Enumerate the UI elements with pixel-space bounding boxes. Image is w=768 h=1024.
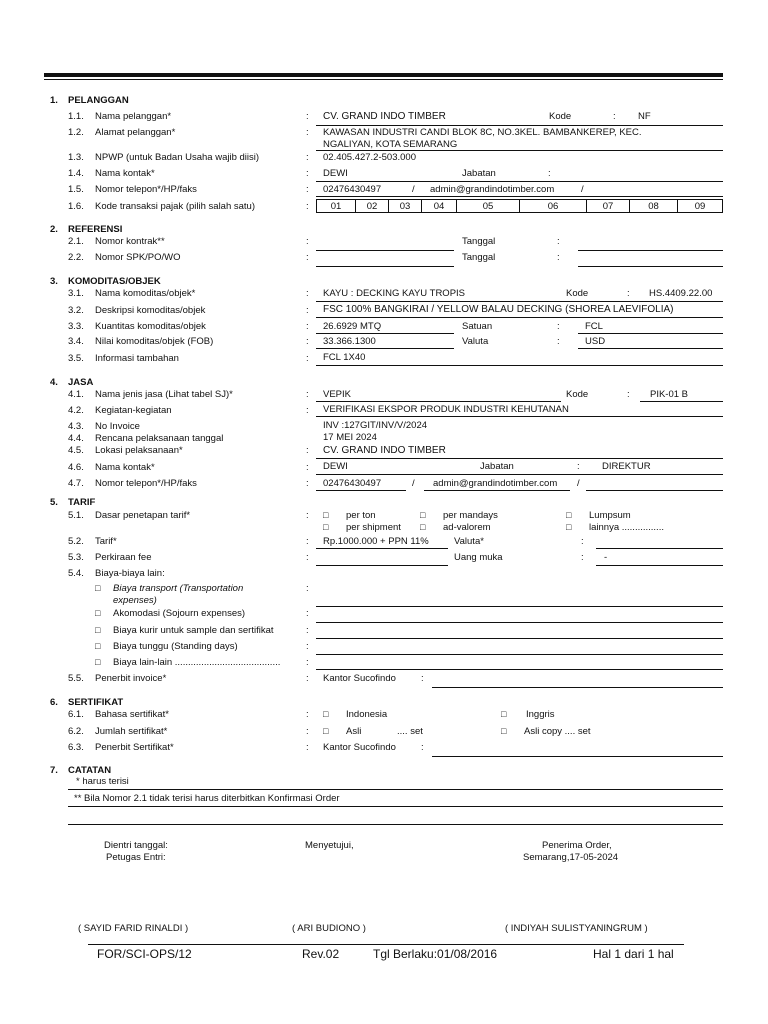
jabatan-label: Jabatan (462, 168, 496, 179)
transport-label: Biaya transport (Transportation (113, 583, 244, 594)
tax-code-cell[interactable]: 07 (586, 199, 630, 213)
field-label: Penerbit invoice* (95, 673, 167, 684)
field-label: Nama kontak* (95, 462, 155, 473)
underline (316, 196, 723, 197)
colon: : (557, 252, 560, 263)
underline (596, 565, 723, 566)
field-label: No Invoice (95, 421, 140, 432)
jabatan-value[interactable]: DIREKTUR (602, 461, 651, 472)
notes-line[interactable] (68, 824, 723, 825)
signer-name-3: ( INDIYAH SULISTYANINGRUM ) (505, 923, 648, 934)
spk-date-field[interactable] (578, 266, 723, 267)
transport-label-cont: expenses) (113, 595, 157, 606)
tax-code-cell[interactable]: 09 (677, 199, 723, 213)
row-number: 3.1. (68, 288, 84, 299)
row-number: 5.5. (68, 673, 84, 684)
colon: : (306, 552, 309, 563)
field-label: Rencana pelaksanaan tanggal (95, 433, 224, 444)
spk-number-field[interactable] (316, 266, 454, 267)
separator: / (577, 478, 580, 489)
colon: : (306, 405, 309, 416)
contact-name-value[interactable]: DEWI (323, 168, 348, 179)
tax-code-cell[interactable]: 06 (519, 199, 587, 213)
row-number: 6.3. (68, 742, 84, 753)
underline (316, 416, 723, 417)
approval-label: Menyetujui, (305, 840, 354, 851)
transport-field[interactable] (316, 606, 723, 607)
colon: : (577, 461, 580, 472)
row-number: 1.3. (68, 152, 84, 163)
colon: : (306, 478, 309, 489)
checkbox-kurir[interactable]: □ (95, 625, 101, 635)
field-label: Deskripsi komoditas/objek (95, 305, 206, 316)
kurir-label: Biaya kurir untuk sample dan sertifikat (113, 625, 274, 636)
row-number: 5.1. (68, 510, 84, 521)
underline (316, 365, 723, 366)
address-line-2[interactable]: NGALIYAN, KOTA SEMARANG (323, 139, 458, 150)
underline (316, 181, 723, 182)
hs-code-value[interactable]: HS.4409.22.00 (649, 288, 713, 299)
option-label: lainnya ................ (589, 522, 664, 533)
field-label: NPWP (untuk Badan Usaha wajib diisi) (95, 152, 260, 163)
note-contract: ** Bila Nomor 2.1 tidak terisi harus diterbitkan Konfirmasi Order (74, 793, 340, 804)
separator: / (412, 478, 415, 489)
tunggu-label: Biaya tunggu (Standing days) (113, 641, 238, 652)
kode-value[interactable]: NF (638, 111, 651, 122)
tax-code-cell[interactable]: 02 (355, 199, 389, 213)
tax-code-cell[interactable]: 04 (421, 199, 457, 213)
row-number: 4.1. (68, 389, 84, 400)
option-label: per mandays (443, 510, 498, 521)
colon: : (306, 657, 309, 668)
row-number: 5.3. (68, 552, 84, 563)
customer-name-value[interactable]: CV. GRAND INDO TIMBER (323, 111, 446, 122)
underline (578, 333, 723, 334)
section-4-title: JASA (68, 377, 94, 388)
field-label: Nama kontak* (95, 168, 155, 179)
option-label: per shipment (346, 522, 401, 533)
phone-value[interactable]: 02476430497 (323, 184, 382, 195)
satuan-value[interactable]: FCL (585, 321, 603, 332)
tax-code-cell[interactable]: 01 (316, 199, 356, 213)
section-6-title: SERTIFIKAT (68, 697, 124, 708)
tunggu-field[interactable] (316, 654, 723, 655)
address-line-1[interactable]: KAWASAN INDUSTRI CANDI BLOK 8C, NO.3KEL. BAMBANKEREP, KEC. (323, 127, 642, 138)
field-label: Penerbit Sertifikat* (95, 742, 174, 753)
option-label: Asli copy .... set (524, 726, 591, 737)
row-number: 1.4. (68, 168, 84, 179)
tax-code-cell[interactable]: 05 (456, 199, 520, 213)
section-2-number: 2. (50, 224, 58, 235)
colon: : (306, 152, 309, 163)
option-label: per ton (346, 510, 376, 521)
section-5-title: TARIF (68, 497, 96, 508)
row-number: 1.2. (68, 127, 84, 138)
checkbox-tunggu[interactable]: □ (95, 641, 101, 651)
row-number: 1.6. (68, 201, 84, 212)
row-number: 4.6. (68, 462, 84, 473)
section-7-number: 7. (50, 765, 58, 776)
checkbox-ad-valorem[interactable]: □ (420, 522, 426, 532)
email-value[interactable]: admin@grandindotimber.com (430, 184, 555, 195)
checkbox-per-ton[interactable]: □ (323, 510, 329, 520)
colon: : (581, 552, 584, 563)
underline (316, 125, 723, 126)
kode-label: Kode (549, 111, 572, 122)
colon: : (627, 389, 630, 400)
tax-code-cell[interactable]: 03 (388, 199, 422, 213)
option-label: Indonesia (346, 709, 388, 720)
footer-rule (88, 944, 684, 945)
uang-muka-label: Uang muka (454, 552, 503, 563)
field-label: Nama jenis jasa (Lihat tabel SJ)* (95, 389, 233, 400)
colon: : (306, 608, 309, 619)
notes-line (68, 789, 723, 790)
colon: : (306, 742, 309, 753)
section-1-number: 1. (50, 95, 58, 106)
separator: / (412, 184, 415, 195)
colon: : (306, 389, 309, 400)
colon: : (306, 184, 309, 195)
colon: : (581, 536, 584, 547)
field-label: Nomor telepon*/HP/faks (95, 478, 197, 489)
field-label: Alamat pelanggan* (95, 127, 176, 138)
option-label: .... set (397, 726, 423, 737)
colon: : (306, 445, 309, 456)
checkbox-per-mandays[interactable]: □ (420, 510, 426, 520)
section-6-number: 6. (50, 697, 58, 708)
contract-number-field[interactable] (316, 250, 454, 251)
underline (316, 490, 406, 491)
planned-date-value[interactable]: 17 MEI 2024 (323, 432, 377, 443)
colon: : (306, 288, 309, 299)
field-label: Bahasa sertifikat* (95, 709, 169, 720)
option-label: ad-valorem (443, 522, 491, 533)
section-7-title: CATATAN (68, 765, 112, 776)
colon: : (421, 742, 424, 753)
row-number: 6.1. (68, 709, 84, 720)
checkbox-indonesia[interactable]: □ (323, 709, 329, 719)
underline (316, 401, 561, 402)
activities-value[interactable]: VERIFIKASI EKSPOR PRODUK INDUSTRI KEHUTANAN (323, 404, 569, 415)
checkbox-lumpsum[interactable]: □ (566, 510, 572, 520)
top-thin-rule (44, 79, 723, 80)
underline (316, 317, 723, 318)
order-receiver-label: Penerima Order, (542, 840, 612, 851)
field-label: Tarif* (95, 536, 117, 547)
colon: : (306, 536, 309, 547)
section-5-number: 5. (50, 497, 58, 508)
row-number: 5.2. (68, 536, 84, 547)
underline (316, 474, 723, 475)
akomodasi-label: Akomodasi (Sojourn expenses) (113, 608, 246, 619)
colon: : (627, 288, 630, 299)
fob-value[interactable]: 33.366.1300 (323, 336, 376, 347)
underline (316, 348, 454, 349)
colon: : (306, 641, 309, 652)
field-label: Lokasi pelaksanaan* (95, 445, 183, 456)
signer-name-2: ( ARI BUDIONO ) (292, 923, 366, 934)
jabatan-label: Jabatan (480, 461, 514, 472)
colon: : (306, 462, 309, 473)
fee-estimate-field[interactable] (316, 565, 448, 566)
option-label: Asli (346, 726, 362, 737)
colon: : (306, 252, 309, 263)
contact-name-value[interactable]: DEWI (323, 461, 348, 472)
field-label: Kuantitas komoditas/objek (95, 321, 206, 332)
colon: : (306, 168, 309, 179)
row-number: 4.7. (68, 478, 84, 489)
field-label: Kode transaksi pajak (pilih salah satu) (95, 201, 256, 212)
row-number: 3.5. (68, 353, 84, 364)
field-label: Nomor telepon*/HP/faks (95, 184, 197, 195)
section-2-title: REFERENSI (68, 224, 123, 235)
underline (316, 150, 723, 151)
field-label: Nilai komoditas/objek (FOB) (95, 336, 214, 347)
location-value[interactable]: CV. GRAND INDO TIMBER (323, 445, 446, 456)
row-number: 4.5. (68, 445, 84, 456)
top-thick-rule (44, 73, 723, 77)
lain-lain-label: Biaya lain-lain ........................................ (113, 657, 281, 668)
colon: : (306, 127, 309, 138)
entry-officer-label: Petugas Entri: (106, 852, 166, 863)
row-number: 3.4. (68, 336, 84, 347)
underline (316, 333, 454, 334)
valuta-label: Valuta (462, 336, 489, 347)
satuan-label: Satuan (462, 321, 493, 332)
phone-value[interactable]: 02476430497 (323, 478, 382, 489)
valuta-value[interactable]: USD (585, 336, 606, 347)
tax-code-cell[interactable]: 08 (629, 199, 678, 213)
contract-date-field[interactable] (578, 250, 723, 251)
email-value[interactable]: admin@grandindotimber.com (433, 478, 558, 489)
section-1-title: PELANGGAN (68, 95, 129, 106)
field-label: Jumlah sertifikat* (95, 726, 168, 737)
service-type-value[interactable]: VEPIK (323, 389, 351, 400)
colon: : (306, 353, 309, 364)
underline (316, 548, 448, 549)
colon: : (306, 305, 309, 316)
field-label: Nama komoditas/objek* (95, 288, 196, 299)
kode-label: Kode (566, 389, 589, 400)
field-label: Informasi tambahan (95, 353, 179, 364)
checkbox-transport[interactable]: □ (95, 583, 101, 593)
invoice-issuer-value[interactable]: Kantor Sucofindo (323, 673, 396, 684)
underline (424, 490, 570, 491)
colon: : (306, 510, 309, 521)
colon: : (306, 201, 309, 212)
checkbox-asli[interactable]: □ (323, 726, 329, 736)
row-number: 1.5. (68, 184, 84, 195)
commodity-name-value[interactable]: KAYU : DECKING KAYU TROPIS (323, 288, 466, 299)
checkbox-inggris[interactable]: □ (501, 709, 507, 719)
colon: : (548, 168, 551, 179)
colon: : (306, 336, 309, 347)
colon: : (306, 111, 309, 122)
underline (586, 490, 723, 491)
section-3-number: 3. (50, 276, 58, 287)
colon: : (306, 625, 309, 636)
tariff-value[interactable]: Rp.1000.000 + PPN 11% (323, 536, 429, 547)
separator: / (581, 184, 584, 195)
akomodasi-field[interactable] (316, 622, 723, 623)
field-label: Dasar penetapan tarif* (95, 510, 191, 521)
form-code: FOR/SCI-OPS/12 (97, 947, 192, 961)
row-number: 4.3. (68, 421, 84, 432)
colon: : (557, 336, 560, 347)
option-label: Inggris (526, 709, 555, 720)
field-label: Nomor SPK/PO/WO (95, 252, 181, 263)
row-number: 3.2. (68, 305, 84, 316)
section-3-title: KOMODITAS/OBJEK (68, 276, 161, 287)
row-number: 4.2. (68, 405, 84, 416)
row-number: 3.3. (68, 321, 84, 332)
colon: : (306, 321, 309, 332)
field-label: Nama pelanggan* (95, 111, 172, 122)
kurir-field[interactable] (316, 638, 723, 639)
checkbox-lainnya[interactable]: □ (566, 522, 572, 532)
option-label: Lumpsum (589, 510, 631, 521)
row-number: 4.4. (68, 433, 84, 444)
invoice-issuer-field[interactable] (432, 687, 723, 688)
uang-muka-value[interactable]: - (604, 552, 608, 563)
cert-issuer-field[interactable] (432, 756, 723, 757)
field-label: Kegiatan-kegiatan (95, 405, 172, 416)
cert-issuer-value[interactable]: Kantor Sucofindo (323, 742, 396, 753)
field-label: Perkiraan fee (95, 552, 152, 563)
colon: : (306, 673, 309, 684)
row-number: 5.4. (68, 568, 84, 579)
section-4-number: 4. (50, 377, 58, 388)
underline (578, 348, 723, 349)
invoice-number-value[interactable]: INV :127GIT/INV/V/2024 (323, 420, 428, 431)
revision: Rev.02 (302, 947, 340, 961)
row-number: 6.2. (68, 726, 84, 737)
npwp-value[interactable]: 02.405.427.2-503.000 (323, 152, 416, 163)
field-label: Biaya-biaya lain: (95, 568, 165, 579)
row-number: 1.1. (68, 111, 84, 122)
page-number: Hal 1 dari 1 hal (593, 947, 674, 961)
commodity-desc-value[interactable]: FSC 100% BANGKIRAI / YELLOW BALAU DECKING (SHOREA LAEVIFOLIA) (323, 304, 674, 315)
checkbox-asli-copy[interactable]: □ (501, 726, 507, 736)
additional-info-value[interactable]: FCL 1X40 (323, 352, 366, 363)
colon: : (557, 236, 560, 247)
colon: : (613, 111, 616, 122)
valuta-label: Valuta* (454, 536, 484, 547)
colon: : (306, 583, 309, 594)
underline (640, 401, 723, 402)
tanggal-label: Tanggal (462, 252, 496, 263)
checkbox-lain-lain[interactable]: □ (95, 657, 101, 667)
entry-date-label: Dientri tanggal: (104, 840, 168, 851)
underline (316, 458, 723, 459)
field-label: Nomor kontrak** (95, 236, 165, 247)
signer-name-1: ( SAYID FARID RINALDI ) (78, 923, 189, 934)
tanggal-label: Tanggal (462, 236, 496, 247)
quantity-value[interactable]: 26.6929 MTQ (323, 321, 382, 332)
lain-lain-field[interactable] (316, 669, 723, 670)
colon: : (306, 709, 309, 720)
notes-line (68, 806, 723, 807)
kode-label: Kode (566, 288, 589, 299)
checkbox-akomodasi[interactable]: □ (95, 608, 101, 618)
checkbox-per-shipment[interactable]: □ (323, 522, 329, 532)
effective-date: Tgl Berlaku:01/08/2016 (373, 947, 498, 961)
underline (596, 548, 723, 549)
colon: : (306, 236, 309, 247)
row-number: 2.1. (68, 236, 84, 247)
note-required: * harus terisi (76, 776, 129, 787)
place-date: Semarang,17-05-2024 (523, 852, 619, 863)
colon: : (421, 673, 424, 684)
row-number: 2.2. (68, 252, 84, 263)
service-code-value[interactable]: PIK-01 B (650, 389, 689, 400)
colon: : (306, 726, 309, 737)
colon: : (557, 321, 560, 332)
underline (316, 301, 723, 302)
